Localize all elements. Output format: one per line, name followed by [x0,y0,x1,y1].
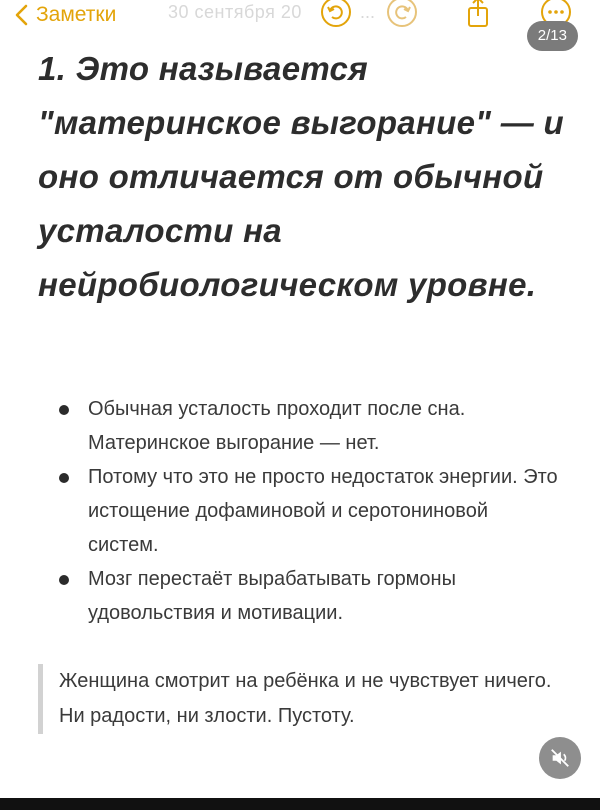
page-counter-badge: 2/13 [527,21,578,51]
redo-button[interactable] [384,0,420,30]
chevron-left-icon [14,4,30,26]
share-icon [460,0,496,30]
list-item: Обычная усталость проходит после сна. Материнское выгорание — нет. [54,392,564,460]
speaker-muted-icon [549,747,571,769]
list-item: Потому что это не просто недостаток энергии. Это истощение дофаминовой и серотониновой систем. [54,460,564,562]
bottom-bar [0,798,600,810]
block-quote: Женщина смотрит на ребёнка и не чувствует ничего. Ни радости, ни злости. Пустоту. [38,664,579,734]
undo-button[interactable] [318,0,354,30]
back-button[interactable] [14,0,116,30]
undo-icon [318,0,354,30]
list-item: Мозг перестаёт вырабатывать гормоны удовольствия и мотивации. [54,562,564,630]
back-label: Заметки [36,3,117,26]
share-button[interactable] [460,0,496,30]
note-time: ... [360,2,376,22]
note-date: 30 сентября 20 [168,2,302,22]
redo-icon [384,0,420,30]
mute-button[interactable] [539,737,581,779]
bullet-list [54,392,564,630]
top-toolbar [0,0,600,32]
note-heading: 1. Это называется "материнское выгорание" — и оно отличается от обычной усталости на нейробиологическом уровне. [38,50,564,303]
